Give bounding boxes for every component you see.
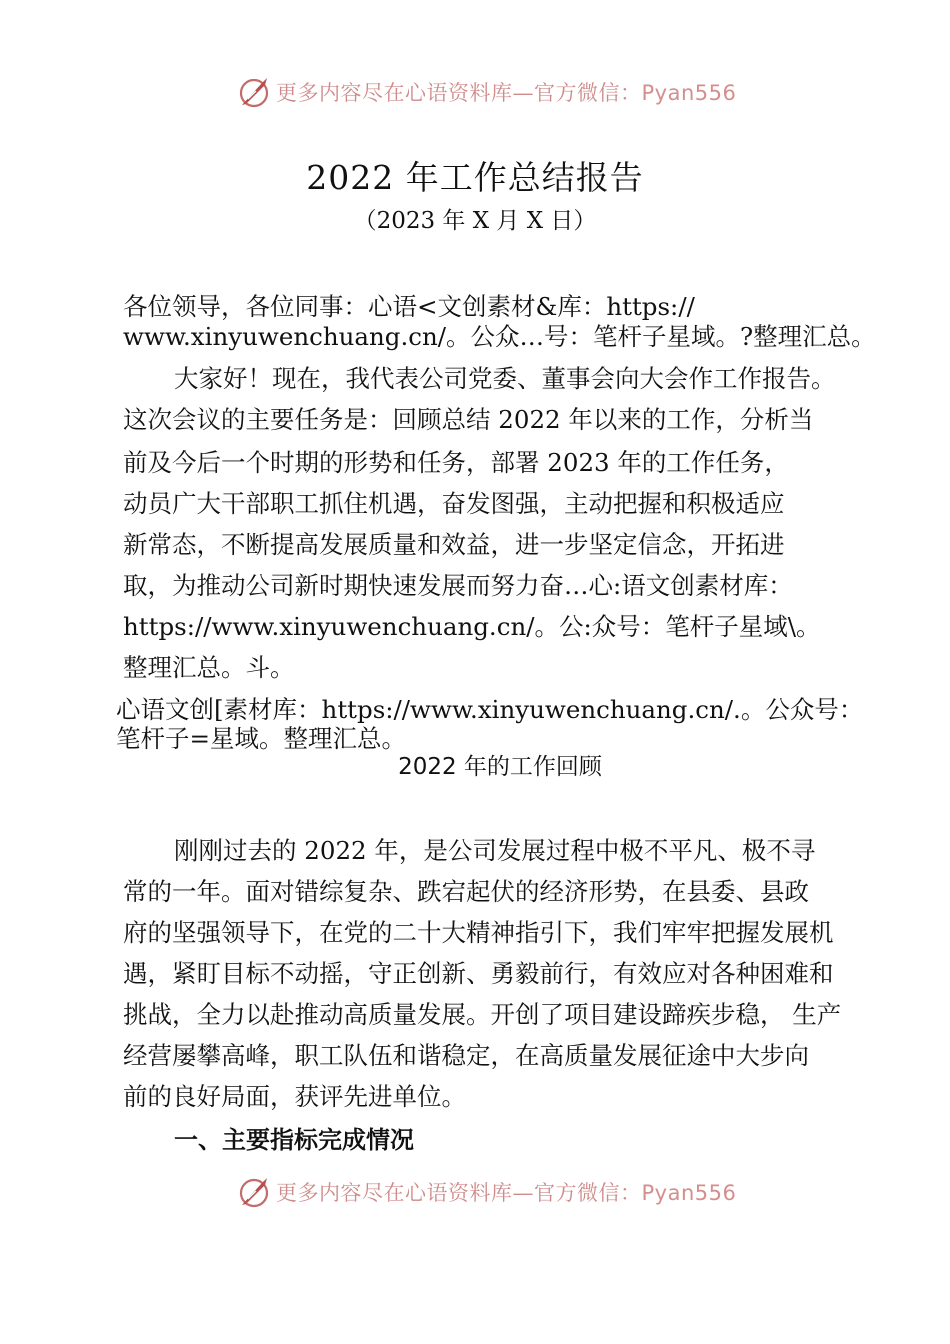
intro-line: https://www.xinyuwenchuang.cn/。公:众号：笔杆子星域\。 [123,612,821,641]
document-date: （2023 年 X 月 X 日） [353,208,597,234]
heading-main-indicators: 一、主要指标完成情况 [174,1126,414,1154]
review-line: 遇，紧盯目标不动摇，守正创新、勇毅前行，有效应对各种困难和 [123,959,834,988]
watermark-banner-bottom [0,1172,950,1212]
note-line-1: 心语文创[素材库：https://www.xinyuwenchuang.cn/.。公众号： [116,695,864,724]
review-line: 前的良好局面，获评先进单位。 [123,1082,466,1111]
section-title: 2022 年的工作回顾 [398,754,602,780]
salutation-line-2: www.xinyuwenchuang.cn/。公众…号：笔杆子星域。?整理汇总。 [123,322,876,351]
review-line: 挑战，全力以赴推动高质量发展。开创了项目建设蹄疾步稳， 生产 [123,1000,842,1029]
review-line: 常的一年。面对错综复杂、跌宕起伏的经济形势，在县委、县政 [123,877,809,906]
note-line-2: 笔杆子=星域。整理汇总。 [116,724,407,753]
intro-line: 这次会议的主要任务是：回顾总结 2022 年以来的工作，分析当 [123,405,814,434]
intro-line: 取，为推动公司新时期快速发展而努力奋…心:语文创素材库： [123,571,793,600]
intro-line: 前及今后一个时期的形势和任务，部署 2023 年的工作任务， [123,448,789,477]
review-line: 府的坚强领导下，在党的二十大精神指引下，我们牢牢把握发展机 [123,918,834,947]
watermark-wechat-id: Pyan556 [641,81,737,105]
watermark-wechat-id: Pyan556 [641,1181,737,1205]
quill-pen-icon [236,74,272,110]
quill-pen-icon [236,1174,272,1210]
intro-line: 大家好！现在，我代表公司党委、董事会向大会作工作报告。 [174,364,836,393]
salutation-line-1: 各位领导，各位同事：心语<文创素材&库：https:// [123,292,695,321]
document-title: 2022 年工作总结报告 [306,158,644,197]
watermark-text: 更多内容尽在心语资料库—官方微信： [276,1181,642,1205]
intro-line: 新常态，不断提高发展质量和效益，进一步坚定信念，开拓进 [123,530,785,559]
watermark-text: 更多内容尽在心语资料库—官方微信： [276,81,642,105]
review-line: 经营屡攀高峰，职工队伍和谐稳定，在高质量发展征途中大步向 [123,1041,809,1070]
review-line: 刚刚过去的 2022 年，是公司发展过程中极不平凡、极不寻 [174,836,816,865]
watermark-banner-top [0,72,950,112]
intro-line: 整理汇总。斗。 [123,653,295,682]
intro-line: 动员广大干部职工抓住机遇，奋发图强，主动把握和积极适应 [123,489,785,518]
